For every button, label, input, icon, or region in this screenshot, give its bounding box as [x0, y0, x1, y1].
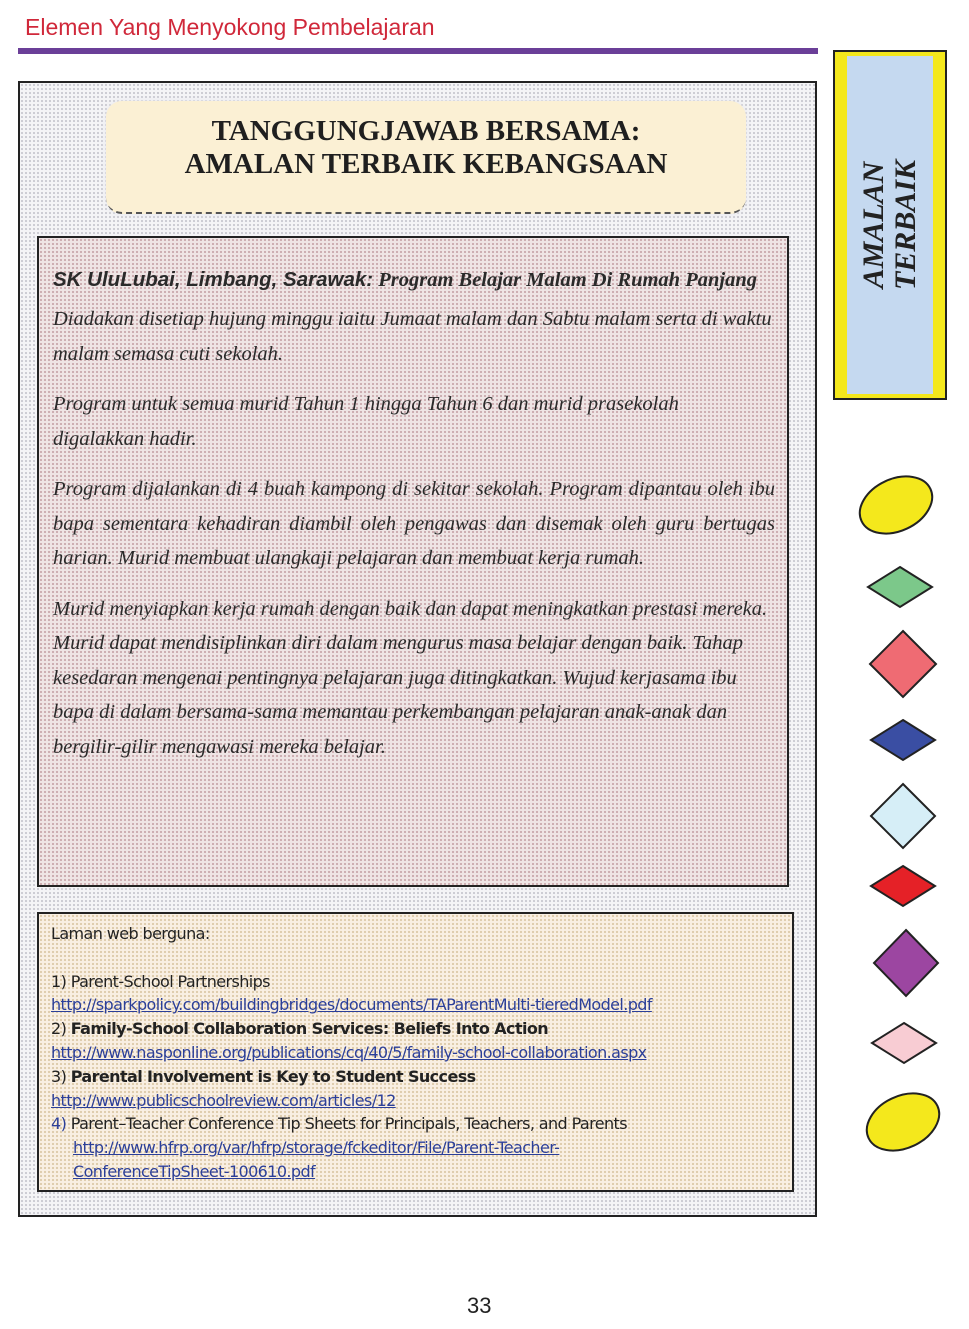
yellow-ellipse-icon [858, 1082, 949, 1161]
item-title: Parental Involvement is Key to Student Success [70, 1066, 476, 1086]
link-url[interactable]: http://www.publicschoolreview.com/articles/12 [51, 1090, 396, 1110]
side-tab-line-2: TERBAIK [889, 159, 922, 291]
link-item-1 [51, 970, 780, 994]
link-item-4 [51, 1112, 780, 1136]
paragraph: Diadakan disetiap hujung minggu iaitu Jumaat malam dan Sabtu malam serta di waktu malam semasa cuti sekolah. [53, 308, 772, 365]
purple-diamond-icon [874, 930, 938, 996]
link-url[interactable]: http://www.hfrp.org/var/hfrp/storage/fckeditor/File/Parent-Teacher- [73, 1138, 560, 1158]
green-diamond-icon [868, 567, 932, 607]
red-diamond-icon [870, 631, 936, 697]
program-name: Program Belajar Malam Di Rumah Panjang [378, 269, 757, 291]
item-title: Parent–Teacher Conference Tip Sheets for Principals, Teachers, and Parents [70, 1114, 627, 1134]
header-divider [18, 48, 818, 54]
pink-diamond-icon [872, 1023, 936, 1063]
link-url[interactable]: http://www.nasponline.org/publications/cq/40/5/family-school-collaboration.aspx [51, 1042, 647, 1062]
yellow-ellipse-icon [851, 465, 942, 544]
item-number: 1) [51, 971, 67, 991]
links-heading: Laman web berguna: [51, 924, 210, 943]
paragraph: Program dijalankan di 4 buah kampong di sekitar sekolah. Program dipantau oleh ibu bapa sementara kehadiran diambil oleh pengawas dan disemak oleh guru bertugas harian. Murid membuat ulangkaji pelajaran dan membuat kerja rumah. [53, 478, 775, 569]
item-title: Parent-School Partnerships [70, 971, 270, 991]
section-title: Elemen Yang Menyokong Pembelajaran [25, 14, 435, 40]
link-item-2 [51, 1017, 780, 1041]
link-url[interactable]: ConferenceTipSheet-100610.pdf [73, 1161, 316, 1181]
item-number: 3) [51, 1066, 67, 1086]
decorative-shapes [850, 465, 950, 1165]
link-item-3 [51, 1065, 780, 1089]
red-diamond-small-icon [871, 866, 935, 906]
paragraph: Murid menyiapkan kerja rumah dengan baik dan dapat meningkatkan prestasi mereka. Murid dapat mendisiplinkan diri dalam mengurus masa belajar dengan baik. Tahap kesedaran mengenai pentingnya pelajaran juga ditingkatkan. Wujud kerjasama ibu bapa di dalam bersama-sama memantau perkembangan pelajaran anak-anak dan bergilir-gilir mengawasi mereka belajar. [53, 597, 768, 758]
side-tab-label [858, 160, 922, 290]
side-tab-line-1: AMALAN [857, 161, 890, 289]
blue-diamond-icon [871, 720, 935, 760]
link-url[interactable]: http://sparkpolicy.com/buildingbridges/documents/TAParentMulti-tieredModel.pdf [51, 995, 652, 1015]
title-line-2: AMALAN TERBAIK KEBANGSAAN [184, 148, 668, 180]
useful-links-box [37, 912, 794, 1192]
item-number: 2) [51, 1019, 67, 1039]
item-number: 4) [51, 1114, 67, 1134]
page-title [106, 101, 746, 214]
paragraph: Program untuk semua murid Tahun 1 hingga Tahun 6 dan murid prasekolah digalakkan hadir. [53, 393, 679, 450]
school-name: SK UluLubai, Limbang, Sarawak: [53, 268, 374, 291]
item-title: Family-School Collaboration Services: Beliefs Into Action [70, 1019, 549, 1039]
title-line-1: TANGGUNGJAWAB BERSAMA: [211, 115, 641, 147]
side-tab [833, 50, 947, 400]
practice-heading [53, 266, 775, 294]
practice-box [37, 236, 789, 887]
page-number: 33 [467, 1293, 492, 1318]
content-frame [18, 81, 817, 1217]
light-blue-diamond-icon [871, 784, 935, 848]
